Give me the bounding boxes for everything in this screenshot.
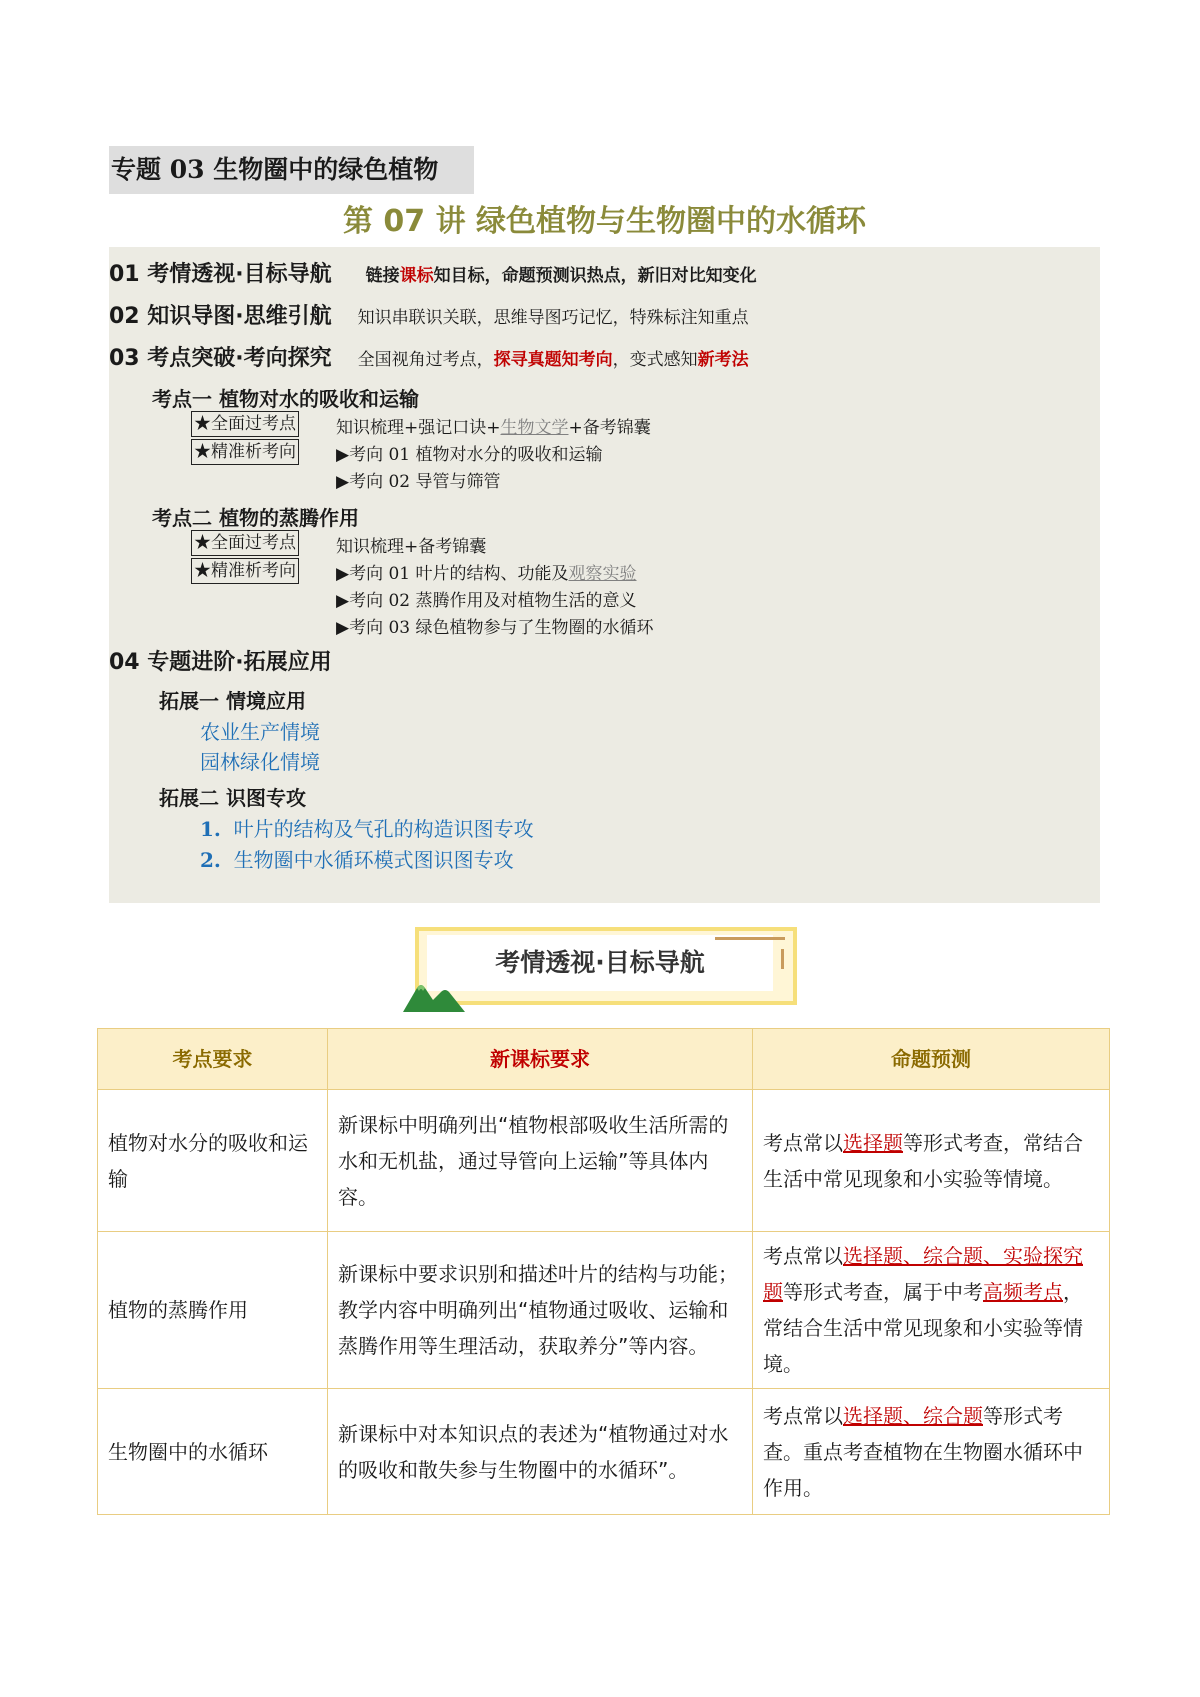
toc-section-02[interactable] (109, 299, 749, 330)
toc-section-03[interactable] (109, 341, 749, 372)
desc-highlight: 课标 (399, 266, 434, 286)
pred-text: 等形式考查，常结合生活中常见现象和小实验等情境。 (763, 1130, 1083, 1191)
toc-section-04[interactable] (109, 645, 332, 676)
observe-experiment-link[interactable]: 观察实验 (568, 564, 637, 584)
ext1-item-garden[interactable]: 园林绿化情境 (200, 750, 320, 774)
banner-decoration (715, 937, 785, 940)
table-row (98, 1232, 1110, 1389)
cell-prediction (753, 1090, 1110, 1232)
bio-literature-link[interactable]: 生物文学 (500, 418, 569, 438)
item-text: 生物圈中水循环模式图识图专攻 (233, 848, 514, 872)
table-header-row (98, 1029, 1110, 1090)
point2-direction-02[interactable]: ▶考向 02 蒸腾作用及对植物生活的意义 (336, 591, 637, 611)
tag-overview[interactable]: ★全面过考点 (191, 411, 299, 437)
ext1-item-agriculture[interactable]: 农业生产情境 (200, 720, 320, 744)
pred-highlight: 选择题、综合题 (843, 1403, 983, 1428)
point1-title[interactable]: 考点一 植物对水的吸收和运输 (152, 387, 419, 411)
point1-direction-01[interactable]: ▶考向 01 植物对水分的吸收和运输 (336, 445, 603, 465)
requirements-table (97, 1028, 1110, 1515)
mountain-icon (403, 982, 465, 1012)
desc-text: 链接 (365, 266, 400, 286)
cell-prediction (753, 1232, 1110, 1389)
pred-highlight: 高频考点 (983, 1280, 1063, 1304)
section-banner (415, 927, 797, 1005)
cell-standard: 新课标中明确列出“植物根部吸收生活所需的水和无机盐，通过导管向上运输”等具体内容。 (328, 1090, 753, 1232)
table-of-contents (109, 247, 1100, 903)
banner-title: 考情透视·目标导航 (495, 948, 705, 977)
pred-highlight: 选择题、综合题、实验探究题 (763, 1244, 1083, 1304)
desc-text: 知目标，命题预测识热点，新旧对比知变化 (433, 266, 757, 286)
tag-direction[interactable]: ★精准析考向 (191, 558, 299, 584)
desc-highlight: 新考法 (697, 350, 749, 370)
header-point: 考点要求 (98, 1029, 328, 1090)
ext1-title[interactable]: 拓展一 情境应用 (159, 689, 306, 713)
lecture-title: 第 07 讲 绿色植物与生物圈中的水循环 (342, 204, 867, 239)
banner-decoration (781, 949, 784, 969)
pred-text: 考点常以 (763, 1244, 843, 1268)
cell-standard: 新课标中要求识别和描述叶片的结构与功能；教学内容中明确列出“植物通过吸收、运输和蒸腾作用等生理活动，获取养分”等内容。 (328, 1232, 753, 1389)
item-number: 2. (200, 848, 221, 872)
cell-point: 植物的蒸腾作用 (98, 1232, 328, 1389)
header-prediction: 命题预测 (753, 1029, 1110, 1090)
header-standard: 新课标要求 (328, 1029, 753, 1090)
cell-prediction (753, 1389, 1110, 1515)
cell-point: 植物对水分的吸收和运输 (98, 1090, 328, 1232)
ext2-item-1[interactable] (200, 813, 534, 842)
tag-overview[interactable]: ★全面过考点 (191, 530, 299, 556)
pred-text: 等形式考查，属于中考 (783, 1280, 983, 1304)
toc-section-01[interactable] (109, 257, 757, 288)
table-row (98, 1090, 1110, 1232)
cell-point: 生物圈中的水循环 (98, 1389, 328, 1515)
pred-text: 考点常以 (763, 1130, 843, 1155)
banner-inner (427, 935, 773, 991)
point1-line1 (336, 413, 651, 438)
point2-title[interactable]: 考点二 植物的蒸腾作用 (152, 506, 359, 530)
section-heading: 04 专题进阶·拓展应用 (109, 650, 332, 675)
tag-direction[interactable]: ★精准析考向 (191, 439, 299, 465)
section-heading: 03 考点突破·考向探究 (109, 346, 332, 371)
point2-direction-01[interactable] (336, 559, 637, 584)
line-text: 知识梳理+强记口诀+ (336, 418, 501, 438)
cell-standard: 新课标中对本知识点的表述为“植物通过对水的吸收和散失参与生物圈中的水循环”。 (328, 1389, 753, 1515)
desc-text: 全国视角过考点， (357, 350, 494, 370)
table-row (98, 1389, 1110, 1515)
point2-tags (191, 530, 299, 584)
pred-highlight: 选择题 (843, 1130, 903, 1155)
item-number: 1. (200, 817, 221, 841)
section-heading: 01 考情透视·目标导航 (109, 262, 332, 287)
pred-text: 等形式考查。重点考查植物在生物圈水循环中作用。 (763, 1403, 1083, 1500)
ext2-title[interactable]: 拓展二 识图专攻 (159, 786, 306, 810)
pred-text: 考点常以 (763, 1403, 843, 1428)
point2-line1: 知识梳理+备考锦囊 (336, 537, 487, 557)
line-text: ▶考向 01 叶片的结构、功能及 (336, 564, 569, 584)
pred-text: ，常结合生活中常见现象和小实验等情境。 (763, 1280, 1083, 1376)
section-heading: 02 知识导图·思维引航 (109, 304, 332, 329)
point1-direction-02[interactable]: ▶考向 02 导管与筛管 (336, 472, 501, 492)
topic-title: 专题 03 生物圈中的绿色植物 (109, 146, 474, 194)
item-text: 叶片的结构及气孔的构造识图专攻 (233, 817, 534, 841)
section-desc (358, 345, 749, 370)
point2-direction-03[interactable]: ▶考向 03 绿色植物参与了生物圈的水循环 (336, 618, 654, 638)
section-desc (366, 261, 757, 286)
desc-text: ，变式感知 (612, 350, 698, 370)
line-text: +备考锦囊 (568, 418, 651, 438)
desc-highlight: 探寻真题知考向 (493, 350, 613, 370)
point1-tags (191, 411, 299, 465)
ext2-item-2[interactable] (200, 844, 514, 873)
section-desc: 知识串联识关联，思维导图巧记忆，特殊标注知重点 (357, 308, 749, 328)
